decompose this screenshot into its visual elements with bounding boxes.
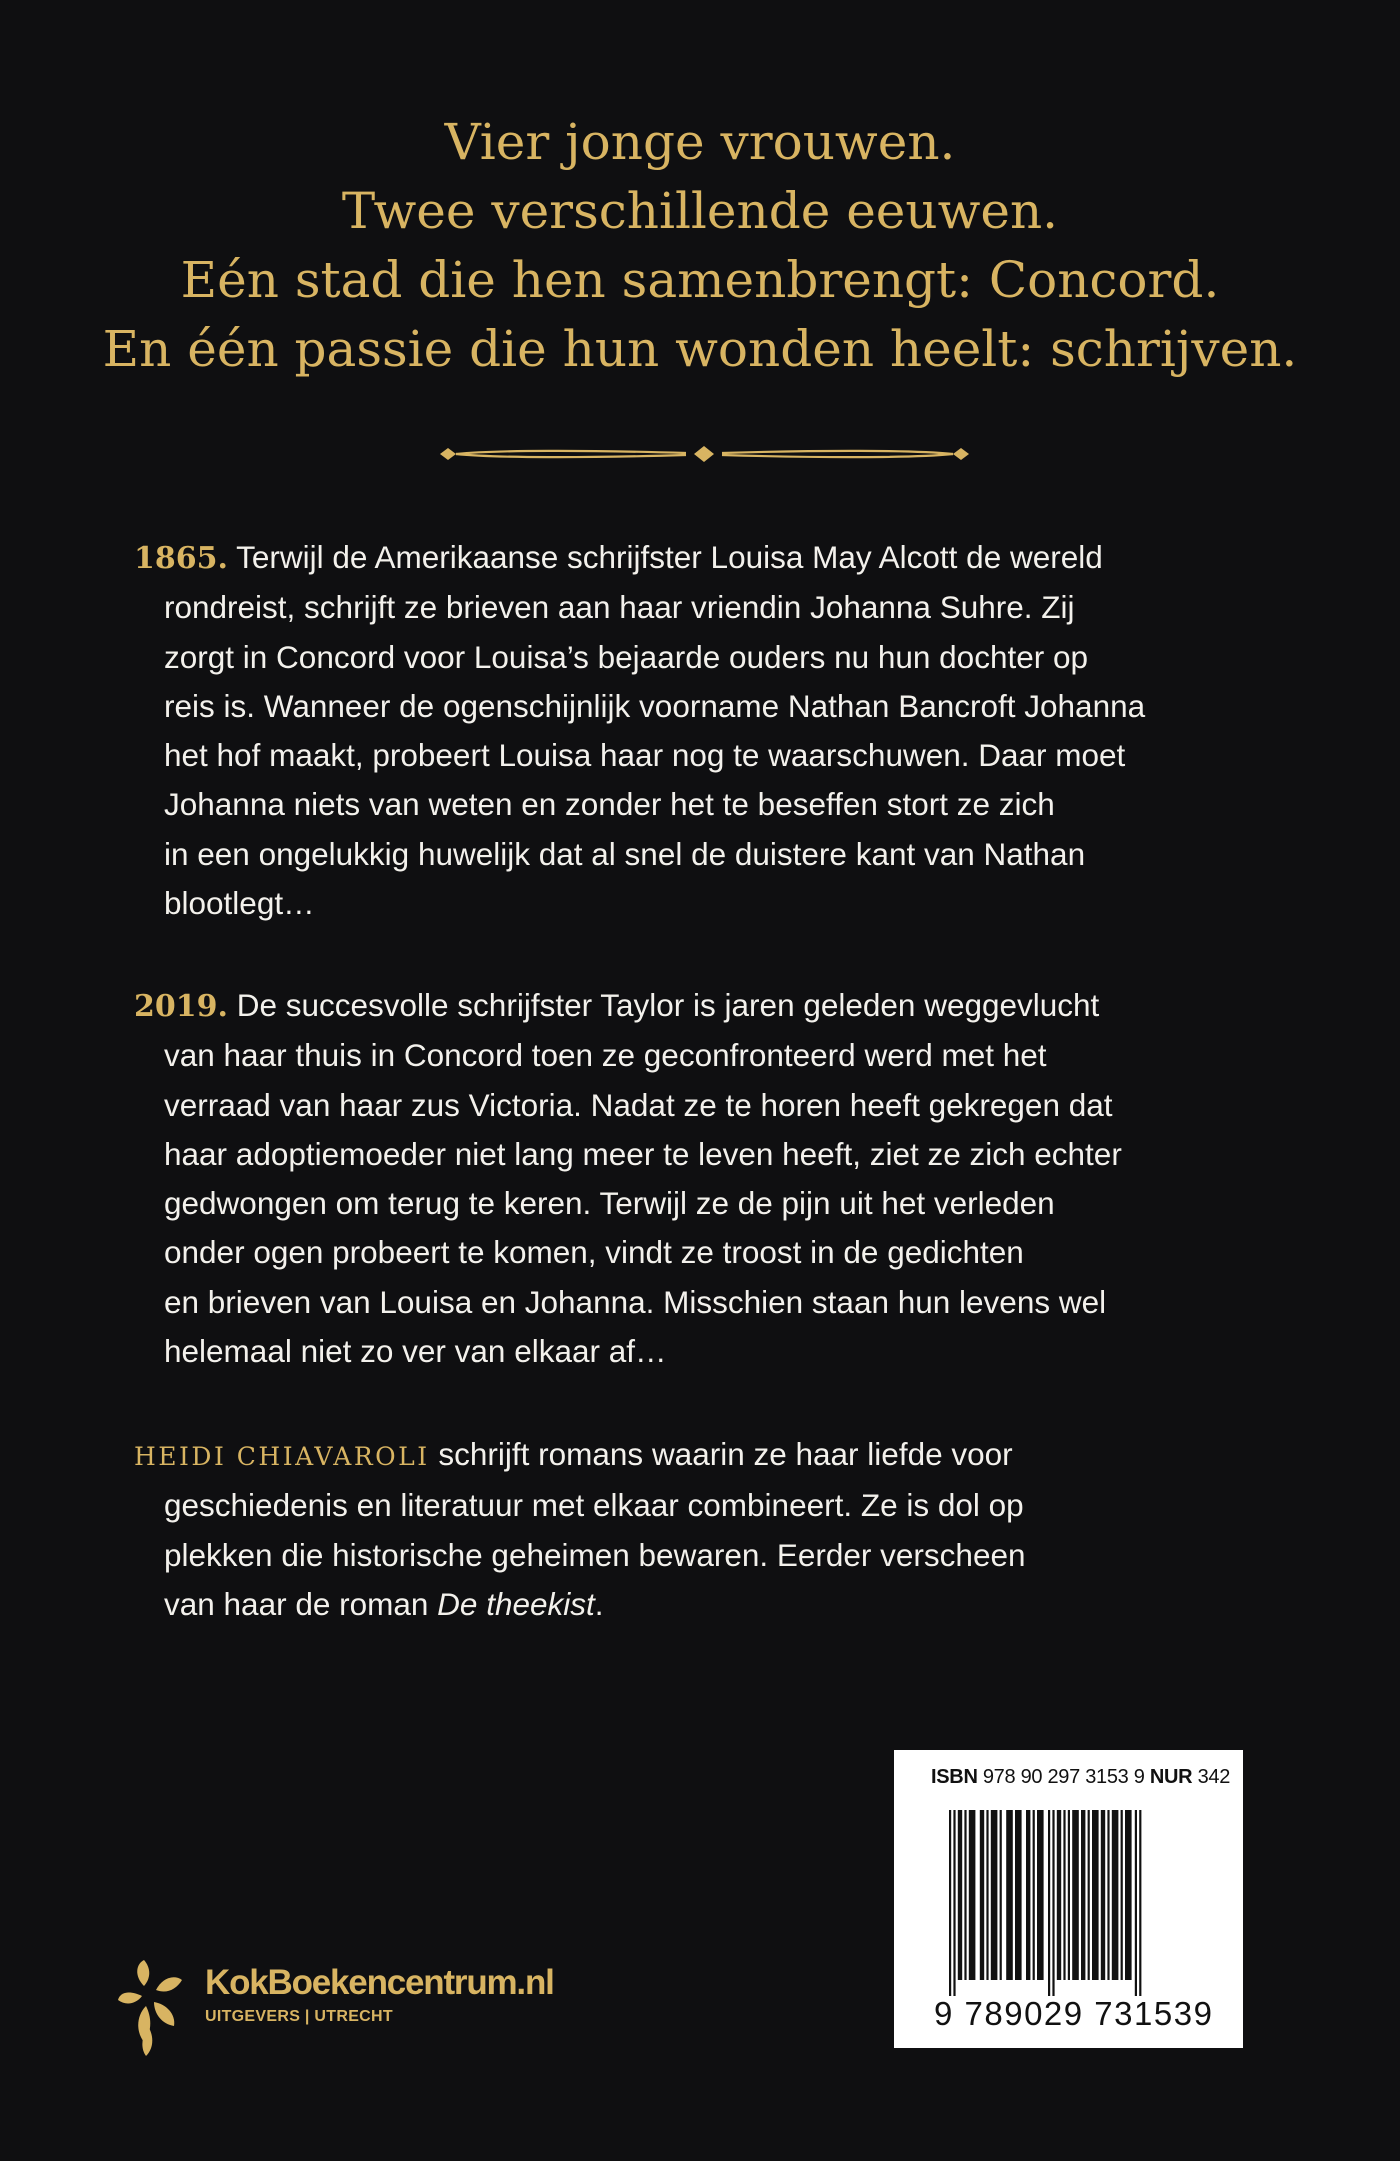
- paragraph-line: blootlegt…: [164, 885, 315, 922]
- barcode-stripe: [1052, 1810, 1054, 1996]
- barcode-stripe: [1063, 1810, 1065, 1980]
- author-bio: [134, 1430, 1274, 1629]
- barcode-stripe: [1072, 1810, 1079, 1980]
- barcode-stripe: [953, 1810, 955, 1996]
- barcode-stripe: [1088, 1810, 1090, 1980]
- paragraph-line: 2019. De succesvolle schrijfster Taylor is jaren geleden weggevlucht: [134, 987, 1100, 1024]
- barcode-stripe: [1026, 1810, 1030, 1980]
- decorative-divider-icon: [436, 439, 973, 469]
- author-name: HEIDI CHIAVAROLI: [134, 1442, 430, 1471]
- barcode-stripe: [1135, 1810, 1137, 1996]
- barcode-stripe: [1006, 1810, 1013, 1980]
- paragraph-line: van haar de roman De theekist.: [164, 1585, 604, 1622]
- tagline-line: Vier jonge vrouwen.: [444, 113, 956, 171]
- paragraph-line: rondreist, schrijft ze brieven aan haar vriendin Johanna Suhre. Zij: [164, 589, 1075, 626]
- paragraph-line: helemaal niet zo ver van elkaar af…: [164, 1333, 667, 1370]
- synopsis-2019: [134, 981, 1274, 1376]
- paragraph-line: haar adoptiemoeder niet lang meer te leven heeft, ziet ze zich echter: [164, 1135, 1122, 1172]
- synopsis-1865: [134, 533, 1274, 928]
- paragraph-line: het hof maakt, probeert Louisa haar nog te waarschuwen. Daar moet: [164, 737, 1126, 774]
- year-lead-1865: 1865.: [134, 541, 228, 576]
- barcode-number: 9 789029 731539: [934, 1995, 1214, 2032]
- nur-number: 342: [1197, 1766, 1231, 1788]
- tagline-line: Twee verschillende eeuwen.: [341, 182, 1059, 240]
- book-title: De theekist: [437, 1585, 595, 1622]
- barcode-stripe: [986, 1810, 988, 1980]
- paragraph-line: reis is. Wanneer de ogenschijnlijk voorname Nathan Bancroft Johanna: [164, 687, 1146, 724]
- barcode-stripe: [1033, 1810, 1035, 1980]
- barcode-stripe: [1107, 1810, 1109, 1980]
- barcode-stripe: [1048, 1810, 1050, 1996]
- barcode-stripe: [1112, 1810, 1119, 1980]
- paragraph-line: 1865. Terwijl de Amerikaanse schrijfster Louisa May Alcott de wereld: [134, 539, 1103, 576]
- barcode-stripe: [1000, 1810, 1002, 1980]
- paragraph-line: plekken die historische geheimen bewaren. Eerder verscheen: [164, 1536, 1026, 1573]
- publisher-subtitle: UITGEVERS | UTRECHT: [205, 2008, 393, 2025]
- tagline-line: Eén stad die hen samenbrengt: Concord.: [180, 251, 1220, 309]
- barcode-stripe: [1015, 1810, 1022, 1980]
- barcode-stripe: [1081, 1810, 1085, 1980]
- paragraph-line: en brieven van Louisa en Johanna. Misschien staan hun levens wel: [164, 1283, 1107, 1320]
- barcode-stripe: [1057, 1810, 1061, 1980]
- barcode-stripe: [991, 1810, 998, 1980]
- paragraph-line: geschiedenis en literatuur met elkaar combineert. Ze is dol op: [164, 1487, 1024, 1524]
- paragraph-line: in een ongelukkig huwelijk dat al snel de duistere kant van Nathan: [164, 835, 1086, 872]
- paragraph-line: onder ogen probeert te komen, vindt ze troost in de gedichten: [164, 1234, 1024, 1271]
- barcode-stripe: [1121, 1810, 1123, 1980]
- tagline: [0, 108, 1400, 384]
- paragraph-line: verraad van haar zus Victoria. Nadat ze te horen heeft gekregen dat: [164, 1086, 1113, 1123]
- paragraph-line: zorgt in Concord voor Louisa’s bejaarde ouders nu hun dochter op: [164, 638, 1089, 675]
- barcode-icon: [949, 1810, 1189, 1996]
- barcode-stripe: [1139, 1810, 1141, 1996]
- year-lead-2019: 2019.: [134, 989, 228, 1024]
- barcode-stripe: [980, 1810, 984, 1980]
- barcode-stripe: [949, 1810, 951, 1996]
- publisher-name: KokBoekencentrum.nl: [205, 1963, 554, 2002]
- barcode-stripe: [958, 1810, 962, 1980]
- barcode-stripe: [1068, 1810, 1070, 1980]
- barcode-stripe: [1092, 1810, 1099, 1980]
- paragraph-line: van haar thuis in Concord toen ze geconfronteerd werd met het: [164, 1037, 1047, 1074]
- isbn-line: ISBN 978 90 297 3153 9 NUR 342: [931, 1766, 1231, 1788]
- barcode-stripe: [1037, 1810, 1044, 1980]
- paragraph-line: Johanna niets van weten en zonder het te beseffen stort ze zich: [164, 786, 1055, 823]
- barcode-stripe: [964, 1810, 966, 1980]
- paragraph-line: gedwongen om terug te keren. Terwijl ze de pijn uit het verleden: [164, 1185, 1055, 1222]
- barcode-panel: [894, 1750, 1243, 2048]
- tagline-line: En één passie die hun wonden heelt: schrijven.: [102, 320, 1298, 378]
- kokboekencentrum-logo-icon: [118, 1960, 184, 2056]
- barcode-stripe: [1101, 1810, 1105, 1980]
- isbn-number: 978 90 297 3153 9: [982, 1766, 1145, 1788]
- paragraph-line: HEIDI CHIAVAROLI schrijft romans waarin ze haar liefde voor: [134, 1436, 1013, 1472]
- barcode-stripe: [969, 1810, 976, 1980]
- barcode-stripe: [1125, 1810, 1132, 1980]
